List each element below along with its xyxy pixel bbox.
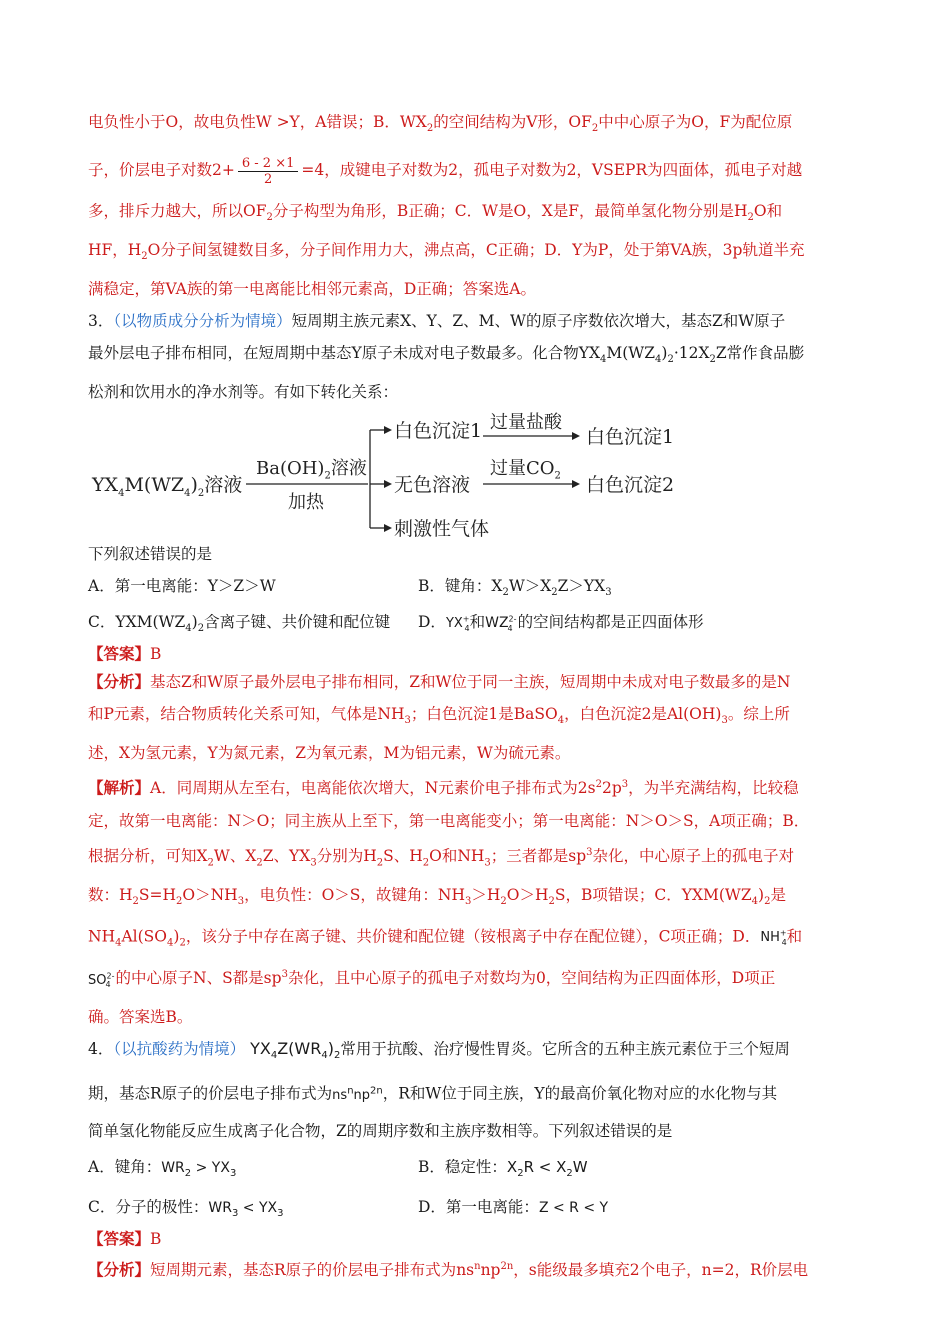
option-c[interactable]: C．分子的极性：$WR_3 < YX_3$ [88,1197,284,1219]
options-row [88,608,870,635]
text-line: 和P元素，结合物质转化关系可知，气体是$NH_3$；白色沉淀1是BaSO$_4$，白色沉淀2是$Al(OH)_3$。综上所 [88,705,790,727]
options-row [88,1153,870,1181]
question-4 [88,1039,870,1280]
starting-solution: $YX_4M(WZ_4)_2$溶液 [92,474,243,500]
text-line: $SO^{2-}_4$ 的中心原子N、S都是$sp^3$杂化，且中心原子的孤电子对数均为0，空间结构为正四面体形，D项正 [88,969,776,990]
answer-line: 【答案】B [88,644,162,664]
text-line: 【分析】短周期元素，基态R原子的价层电子排布式为$ns^nnp^{2n}$，s能级最多填充2个电子，n=2，R价层电 [88,1259,809,1279]
text-line: 4．（以抗酸药为情境） $YX_4Z(WR_4)_2$常用于抗酸、治疗慢性胃炎。它所含的五种主族元素位于三个短周 [88,1039,790,1062]
reaction-scheme [88,406,870,541]
option-a[interactable]: A．第一电离能：Y＞Z＞W [88,577,276,596]
option-d[interactable]: D．$YX^+_4$和$WZ^{2-}_4$ 的空间结构都是正四面体形 [418,613,704,634]
text-line: 述，X为氢元素，Y为氮元素，Z为氧元素，M为铝元素，W为硫元素。 [88,744,571,763]
text-line: 多，排斥力越大，所以$OF_2$分子构型为角形，B正确；C．W是O，X是F，最简单氢化物分别是$H_2O$和 [88,202,783,224]
text-line: 简单氢化物能反应生成离子化合物，Z的周期序数和主族序数相等。下列叙述错误的是 [88,1121,673,1140]
text-line: 数：$H_2S=H_2O>NH_3$，电负性：O＞S，故键角：$NH_3>H_2O>H_2S$，B项错误；C．$YXM(WZ_4)_2$是 [88,885,786,907]
text-line: 定，故第一电离能：N＞O；同主族从上至下，第一电离能变小；第一电离能：N＞O＞S，A项正确；B． [88,811,810,830]
text-line: 3．（以物质成分分析为情境）短周期主族元素X、Y、Z、M、W的原子序数依次增大，基态Z和W原子 [88,312,786,331]
reagent-label: $Ba(OH)_2$溶液 [256,458,367,482]
text-line: 满稳定，第VA族的第一电离能比相邻元素高，D正确；答案选A。 [88,280,536,299]
context-label: （以抗酸药为情境） [113,1040,246,1059]
option-a[interactable]: A．键角：$WR_2 > YX_3$ [88,1157,237,1179]
reagent-hcl: 过量盐酸 [490,412,562,434]
answer-block [88,1229,870,1280]
text-line: 根据分析，可知$X_2W$、$X_2Z$、$YX_3$分别为$H_2S$、$H_2O$和$NH_3$；三者都是$sp^3$杂化，中心原子上的孤电子对 [88,846,795,868]
options-row [88,1193,870,1221]
answer-line: 【答案】B [88,1228,162,1248]
text-line: 电负性小于O，故电负性W >Y，A错误；B．$WX_2$的空间结构为V形，$OF_2$中中心原子为O，F为配位原 [88,113,793,135]
text-line: 期，基态R原子的价层电子排布式为$ns^nnp^{2n}$，R和W位于同主族，Y的最高价氧化物对应的水化物与其 [88,1084,778,1103]
answer-block [88,644,870,1027]
question-3 [88,311,870,1027]
explanation-continued [88,112,870,299]
text-line: 确。答案选B。 [88,1008,193,1027]
text-line: $NH_4Al(SO_4)_2$，该分子中存在离子键、共价键和配位键（铵根离子中存在配位键），C项正确；D．$NH^+_4$和 [88,927,803,949]
end-product-1: 白色沉淀1 [586,426,675,449]
question-stem: 下列叙述错误的是 [88,545,213,564]
text-line: 最外层电子排布相同，在短周期中基态Y原子未成对电子数最多。化合物$YX_4M(WZ_4)_2\cdot 12X_2Z$常作食品膨 [88,344,805,366]
document-page [88,112,870,1280]
product-2: 无色溶液 [394,474,471,497]
condition-label: 加热 [288,492,324,514]
option-d[interactable]: D．第一电离能：Z < R < Y [418,1197,609,1216]
option-b[interactable]: B．键角：$X_2W>X_2Z>YX_3$ [418,577,612,599]
option-c[interactable]: C．$YXM(WZ_4)_2$含离子键、共价键和配位键 [88,613,391,635]
product-1: 白色沉淀1 [394,420,483,443]
option-b[interactable]: B．稳定性：$X_2R < X_2W$ [418,1157,588,1179]
reagent-co2: 过量$CO_2$ [490,458,561,482]
text-line: 【解析】A．同周期从左至右，电离能依次增大，N元素价电子排布式为$2s^22p^3$，为半充满结构，比较稳 [88,778,799,798]
end-product-2: 白色沉淀2 [586,474,675,497]
fraction: $\frac{6 - 2 \times 1}{2}$ [238,156,299,187]
product-3: 刺激性气体 [394,518,490,541]
text-line: HF，$H_2O$分子间氢键数目多，分子间作用力大，沸点高，C正确；D．Y为P，处于第VA族，3p轨道半充 [88,241,805,263]
text-line: 子，价层电子对数2+ $\frac{6 - 2 \times 1}{2}$ =4，成键电子对数为2，孤电子对数为2，VSEPR为四面体，孤电子对越 [88,155,803,187]
text-line: 【分析】基态Z和W原子最外层电子排布相同，Z和W位于同一主族，短周期中未成对电子数最多的是N [88,672,791,692]
context-label: （以物质成分分析为情境） [113,312,292,331]
options-row [88,572,870,599]
text-line: 松剂和饮用水的净水剂等。有如下转化关系： [88,383,399,402]
